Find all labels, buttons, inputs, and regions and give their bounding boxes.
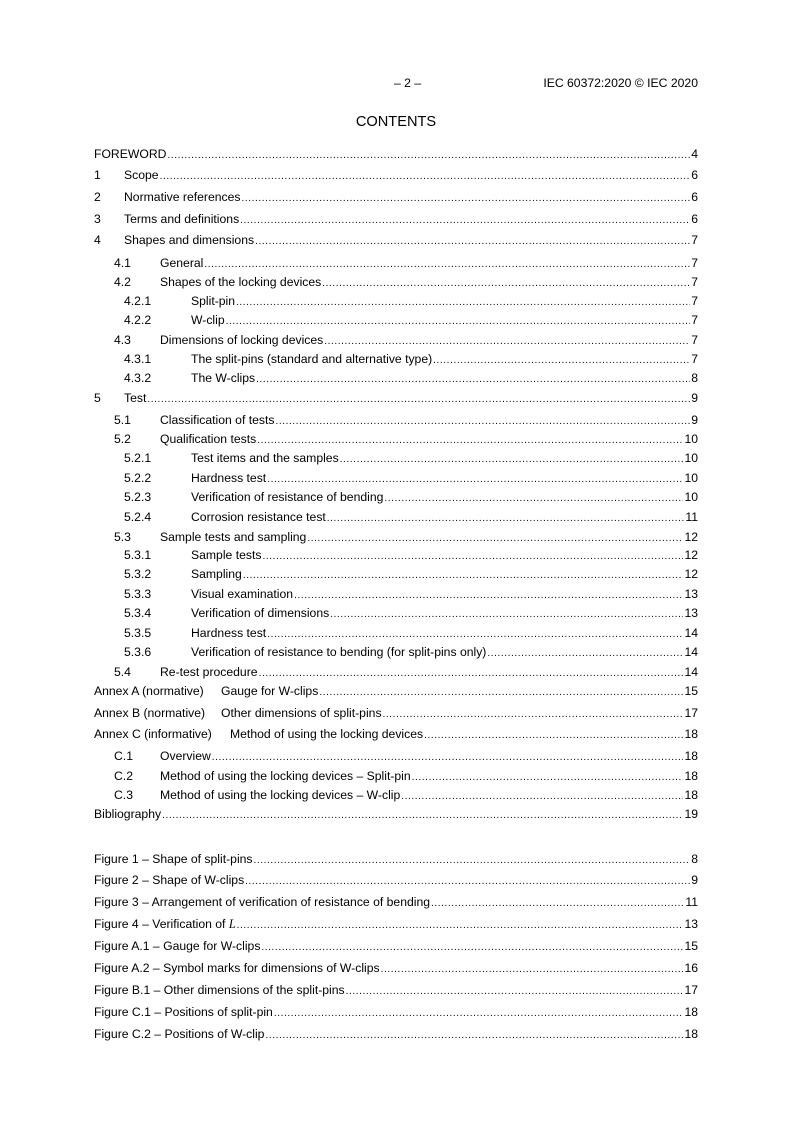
toc-entry-label — [191, 548, 261, 562]
toc-entry-label-text: Test items and the samples — [191, 451, 339, 465]
toc-entry[interactable] — [94, 490, 698, 506]
toc-entry-label-text: Verification of resistance of bending — [191, 490, 384, 504]
dot-leader — [265, 1030, 683, 1041]
dot-leader — [237, 920, 684, 931]
toc-entry[interactable] — [94, 190, 698, 206]
dot-leader — [243, 570, 684, 581]
toc-entry[interactable] — [94, 313, 698, 329]
toc-entry-page: 12 — [684, 567, 698, 581]
toc-entry-label-text: Verification of resistance to bending (for split-pins only) — [191, 645, 487, 659]
toc-entry-label-text: Figure C.1 – Positions of split-pin — [94, 1005, 273, 1019]
toc-entry-page: 8 — [691, 852, 698, 866]
dot-leader — [424, 730, 683, 741]
dot-leader — [262, 551, 683, 562]
toc-entry-number: Annex A (normative) — [94, 684, 204, 698]
toc-entry-page: 18 — [684, 1005, 698, 1019]
toc-entry-label-text: Corrosion resistance test — [191, 510, 326, 524]
toc-entry-label — [191, 371, 255, 385]
page-number: – 2 – — [394, 76, 422, 90]
toc-entry-label-text: The W-clips — [191, 371, 256, 385]
toc-entry-number: 5.4 — [114, 665, 131, 679]
toc-entry-label-text: Verification of dimensions — [191, 606, 330, 620]
toc-entry-number: 5.2.1 — [124, 451, 152, 465]
toc-entry-number: 1 — [94, 168, 101, 182]
dot-leader — [267, 474, 683, 485]
toc-entry-label — [221, 684, 318, 698]
toc-entry-page: 7 — [691, 352, 698, 366]
toc-entry-page: 12 — [684, 548, 698, 562]
figure-entry[interactable] — [94, 873, 698, 889]
toc-entry-label-text: Method of using the locking devices – Split-pin — [160, 769, 411, 783]
toc-entry-number: 4 — [94, 233, 101, 247]
toc-entry-page: 6 — [691, 190, 698, 204]
toc-entry-page: 19 — [684, 807, 698, 821]
toc-entry[interactable] — [94, 510, 698, 526]
toc-entry-label — [160, 665, 258, 679]
dot-leader — [236, 297, 690, 308]
figure-entry[interactable] — [94, 983, 698, 999]
dot-leader — [431, 898, 684, 909]
toc-entry-page: 7 — [691, 275, 698, 289]
toc-entry-label-text: Re-test procedure — [160, 665, 258, 679]
dot-leader — [307, 533, 683, 544]
toc-entry[interactable] — [94, 168, 698, 184]
toc-entry-label — [160, 333, 323, 347]
toc-entry-label-text: Bibliography — [94, 807, 162, 821]
toc-entry-number: 5.2.3 — [124, 490, 152, 504]
toc-entry-label — [191, 587, 293, 601]
dot-leader — [294, 590, 683, 601]
figure-entry[interactable] — [94, 961, 698, 977]
toc-entry[interactable] — [94, 256, 698, 272]
dot-leader — [274, 1008, 684, 1019]
figure-entry[interactable] — [94, 852, 698, 868]
toc-entry-label — [94, 1027, 264, 1041]
toc-entry-number: 3 — [94, 212, 101, 226]
toc-entry-page: 15 — [684, 939, 698, 953]
toc-entry[interactable] — [94, 333, 698, 349]
toc-entry-number: 5.3.3 — [124, 587, 152, 601]
toc-entry-label-text: Overview — [160, 749, 211, 763]
toc-entry-label-text: Method of using the locking devices – W-clip — [160, 788, 401, 802]
toc-entry-page: 14 — [684, 645, 698, 659]
toc-entry-label — [124, 190, 241, 204]
toc-entry-label-text: Normative references — [124, 190, 241, 204]
toc-entry[interactable] — [94, 471, 698, 487]
toc-entry[interactable] — [94, 212, 698, 228]
dot-leader — [346, 986, 684, 997]
toc-entry[interactable] — [94, 567, 698, 583]
toc-entry-label — [160, 749, 211, 763]
toc-entry-label — [191, 294, 235, 308]
dot-leader — [267, 629, 683, 640]
toc-entry-number: C.1 — [114, 749, 133, 763]
toc-entry-number: 5.3 — [114, 530, 131, 544]
toc-entry-page: 16 — [684, 961, 698, 975]
toc-entry-label — [94, 983, 345, 997]
toc-entry-page: 7 — [691, 256, 698, 270]
toc-entry-label — [191, 451, 339, 465]
toc-entry-label-text: Sample tests and sampling — [160, 530, 307, 544]
toc-entry-label-text: Classification of tests — [160, 413, 275, 427]
toc-entry-label-text: Figure B.1 – Other dimensions of the split-pins — [94, 983, 345, 997]
toc-entry-label — [94, 961, 380, 975]
toc-entry-number: 5 — [94, 391, 101, 405]
toc-entry-label — [160, 530, 306, 544]
toc-entry-label-text: The split-pins (standard and alternative type) — [191, 352, 433, 366]
toc-entry-page: 17 — [684, 983, 698, 997]
toc-entry-label — [191, 352, 432, 366]
toc-entry-label-text: W-clip — [191, 313, 225, 327]
toc-entry-page: 18 — [684, 769, 698, 783]
toc-entry-label-text: Shapes and dimensions — [124, 233, 255, 247]
toc-entry[interactable] — [94, 391, 698, 407]
dot-leader — [226, 316, 691, 327]
dot-leader — [384, 493, 683, 504]
toc-entry-label — [191, 645, 486, 659]
toc-entry-page: 12 — [684, 530, 698, 544]
toc-entry-label-text: Terms and definitions — [124, 212, 240, 226]
toc-entry-label-text: Figure 2 – Shape of W-clips — [94, 873, 245, 887]
dot-leader — [167, 150, 690, 161]
dot-leader — [162, 810, 683, 821]
figure-entry[interactable] — [94, 939, 698, 955]
toc-entry-number: 5.3.6 — [124, 645, 152, 659]
toc-entry-page: 8 — [691, 371, 698, 385]
dot-leader — [254, 855, 691, 866]
dot-leader — [383, 709, 684, 720]
dot-leader — [327, 513, 685, 524]
toc-entry-label-text: Sampling — [191, 567, 242, 581]
toc-entry-page: 7 — [691, 333, 698, 347]
toc-entry[interactable] — [94, 432, 698, 448]
toc-entry-label — [191, 626, 266, 640]
toc-entry-page: 9 — [691, 873, 698, 887]
toc-entry[interactable] — [94, 413, 698, 429]
toc-entry[interactable] — [94, 749, 698, 765]
dot-leader — [487, 648, 683, 659]
toc-entry-number: 4.3 — [114, 333, 131, 347]
toc-entry-label-text: Hardness test — [191, 471, 267, 485]
dot-leader — [381, 964, 684, 975]
toc-entry[interactable] — [94, 530, 698, 546]
dot-leader — [259, 668, 684, 679]
toc-entry-label — [94, 807, 161, 821]
toc-entry[interactable] — [94, 233, 698, 249]
toc-entry[interactable] — [94, 294, 698, 310]
toc-entry-label — [94, 1005, 273, 1019]
dot-leader — [212, 752, 684, 763]
toc-entry-page: 13 — [684, 606, 698, 620]
toc-entry-label-text: Figure 4 – Verification of — [94, 917, 229, 931]
toc-entry-page: 18 — [684, 749, 698, 763]
toc-entry-number: 2 — [94, 190, 101, 204]
toc-entry-page: 15 — [684, 684, 698, 698]
toc-entry-page: 18 — [684, 788, 698, 802]
toc-entry-label-text: Sample tests — [191, 548, 262, 562]
toc-entry-page: 7 — [691, 294, 698, 308]
toc-entry-page: 10 — [684, 490, 698, 504]
toc-entry-number: 5.1 — [114, 413, 131, 427]
toc-entry-number: 5.2 — [114, 432, 131, 446]
page-title: CONTENTS — [355, 114, 437, 130]
toc-entry-number: 5.3.4 — [124, 606, 152, 620]
toc-entry-label-text: Shapes of the locking devices — [160, 275, 322, 289]
toc-entry-label-text: FOREWORD — [94, 147, 167, 161]
toc-entry-label — [94, 939, 260, 953]
toc-entry[interactable] — [94, 684, 698, 700]
toc-entry-page: 18 — [684, 727, 698, 741]
toc-entry-page: 7 — [691, 313, 698, 327]
figure-entry[interactable] — [94, 1027, 698, 1043]
toc-entry-label — [191, 510, 326, 524]
toc-entry[interactable] — [94, 275, 698, 291]
toc-entry-label — [191, 490, 383, 504]
toc-entry-page: 13 — [684, 917, 698, 931]
toc-entry-page: 7 — [691, 233, 698, 247]
toc-entry-label-text: Qualification tests — [160, 432, 257, 446]
toc-entry-page: 6 — [691, 168, 698, 182]
toc-entry-label — [160, 256, 203, 270]
toc-entry-label — [94, 852, 253, 866]
toc-entry-label — [230, 727, 423, 741]
toc-entry[interactable] — [94, 665, 698, 681]
toc-entry-number: 5.3.2 — [124, 567, 152, 581]
dot-leader — [319, 687, 683, 698]
toc-entry-page: 9 — [691, 413, 698, 427]
toc-entry[interactable] — [94, 706, 698, 722]
toc-entry-label — [124, 233, 254, 247]
toc-entry-page: 18 — [684, 1027, 698, 1041]
toc-entry-number: Annex B (normative) — [94, 706, 206, 720]
toc-entry-label-text: Visual examination — [191, 587, 294, 601]
toc-entry-label — [160, 432, 256, 446]
toc-entry-page: 14 — [684, 665, 698, 679]
toc-entry-page: 11 — [685, 895, 698, 909]
toc-entry-label-text: General — [160, 256, 204, 270]
toc-entry-label-text: Other dimensions of split-pins — [221, 706, 382, 720]
dot-leader — [324, 336, 690, 347]
toc-entry-page: 17 — [684, 706, 698, 720]
toc-entry-label-text: Split-pin — [191, 294, 236, 308]
toc-entry[interactable] — [94, 371, 698, 387]
dot-leader — [204, 259, 690, 270]
toc-entry-label-text: Figure 3 – Arrangement of verification of resistance of bending — [94, 895, 431, 909]
dot-leader — [330, 609, 683, 620]
toc-entry-page: 4 — [691, 147, 698, 161]
dot-leader — [412, 772, 684, 783]
toc-entry-label — [160, 275, 321, 289]
toc-entry-label — [94, 895, 430, 909]
toc-entry[interactable] — [94, 606, 698, 622]
dot-leader — [401, 791, 683, 802]
toc-entry[interactable] — [94, 352, 698, 368]
toc-entry-label-text: Figure A.2 – Symbol marks for dimensions of W-clips — [94, 961, 380, 975]
dot-leader — [160, 171, 691, 182]
toc-entry-number: C.3 — [114, 788, 133, 802]
toc-entry-label-text: Figure 1 – Shape of split-pins — [94, 852, 253, 866]
toc-entry[interactable] — [94, 587, 698, 603]
page-header — [94, 76, 698, 92]
dot-leader — [433, 355, 690, 366]
toc-entry-label-text: Scope — [124, 168, 159, 182]
dot-leader — [242, 193, 691, 204]
toc-entry-number: 4.2 — [114, 275, 131, 289]
figure-entry[interactable] — [94, 1005, 698, 1021]
toc-entry-label — [191, 606, 329, 620]
toc-entry[interactable] — [94, 645, 698, 661]
toc-entry-number: 4.3.2 — [124, 371, 152, 385]
toc-entry-label — [191, 567, 242, 581]
toc-entry-page: 11 — [685, 510, 698, 524]
toc-entry-label — [221, 706, 382, 720]
toc-entry-label — [124, 168, 159, 182]
toc-entry-number: C.2 — [114, 769, 133, 783]
toc-entry-number: Annex C (informative) — [94, 727, 212, 741]
dot-leader — [261, 942, 683, 953]
toc-entry-page: 6 — [691, 212, 698, 226]
figure-entry[interactable] — [94, 917, 698, 933]
toc-entry[interactable] — [94, 807, 698, 823]
standard-reference: IEC 60372:2020 © IEC 2020 — [543, 76, 698, 90]
toc-entry-label-text: Method of using the locking devices — [230, 727, 424, 741]
toc-entry-label — [160, 769, 411, 783]
toc-entry-number: 4.2.1 — [124, 294, 152, 308]
toc-entry-page: 9 — [691, 391, 698, 405]
dot-leader — [256, 374, 690, 385]
dot-leader — [257, 435, 683, 446]
toc-entry-number: 5.2.4 — [124, 510, 152, 524]
toc-entry-label — [94, 917, 236, 932]
toc-entry-number: 5.2.2 — [124, 471, 152, 485]
toc-entry-page: 13 — [684, 587, 698, 601]
dot-leader — [340, 454, 684, 465]
dot-leader — [322, 278, 690, 289]
toc-entry-number: 4.2.2 — [124, 313, 152, 327]
toc-entry-label-text: Test — [124, 391, 147, 405]
toc-entry-label — [94, 147, 166, 161]
toc-entry-page: 10 — [684, 451, 698, 465]
toc-entry-label — [160, 413, 274, 427]
toc-entry[interactable] — [94, 147, 698, 163]
toc-entry-number: 4.1 — [114, 256, 131, 270]
toc-entry-page: 14 — [684, 626, 698, 640]
toc-entry-label-symbol: L — [228, 917, 236, 931]
toc-entry[interactable] — [94, 769, 698, 785]
toc-entry-label — [94, 873, 244, 887]
toc-entry[interactable] — [94, 788, 698, 804]
toc-entry-page: 10 — [684, 471, 698, 485]
toc-entry-label — [160, 788, 400, 802]
toc-entry[interactable] — [94, 548, 698, 564]
toc-entry-page: 10 — [684, 432, 698, 446]
toc-entry-label-text: Gauge for W-clips — [221, 684, 319, 698]
toc-entry-label-text: Hardness test — [191, 626, 267, 640]
toc-entry[interactable] — [94, 626, 698, 642]
figure-entry[interactable] — [94, 895, 698, 911]
toc-entry[interactable] — [94, 727, 698, 743]
toc-entry-label-text: Figure C.2 – Positions of W-clip — [94, 1027, 265, 1041]
dot-leader — [275, 416, 690, 427]
toc-entry-number: 4.3.1 — [124, 352, 152, 366]
toc-entry-number: 5.3.1 — [124, 548, 152, 562]
toc-entry-label — [191, 471, 266, 485]
dot-leader — [245, 876, 690, 887]
toc-entry-label — [191, 313, 225, 327]
toc-entry-label-text: Figure A.1 – Gauge for W-clips — [94, 939, 261, 953]
toc-entry-number: 5.3.5 — [124, 626, 152, 640]
dot-leader — [240, 215, 690, 226]
dot-leader — [255, 236, 690, 247]
toc-entry[interactable] — [94, 451, 698, 467]
toc-entry-label-text: Dimensions of locking devices — [160, 333, 324, 347]
toc-entry-label — [124, 391, 146, 405]
dot-leader — [147, 394, 690, 405]
toc-entry-label — [124, 212, 239, 226]
